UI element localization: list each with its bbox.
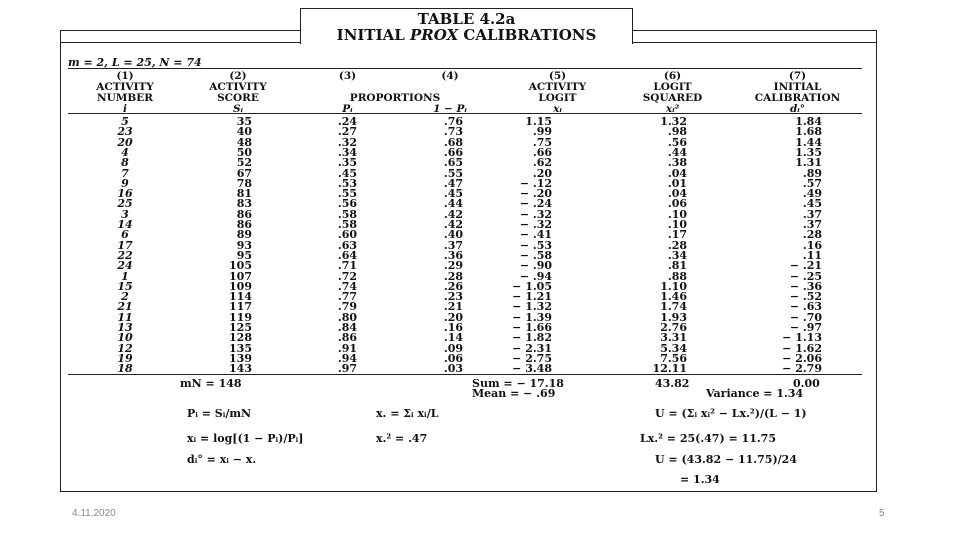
cell-col-5: − .24 <box>519 197 552 211</box>
rule-header <box>68 113 862 114</box>
cell-col-7: − .52 <box>789 290 822 304</box>
cell-col-3: .72 <box>337 269 357 283</box>
cell-col-6: 1.10 <box>660 279 687 293</box>
cell-col-6: 2.76 <box>660 321 687 334</box>
cell-col-6: 1.74 <box>660 300 687 314</box>
cell-col-5: .20 <box>532 166 552 180</box>
cell-col-7: 1.68 <box>795 125 822 139</box>
header-num: (2) <box>229 70 247 82</box>
cell-col-4: .36 <box>443 248 463 262</box>
cell-col-7: − .25 <box>789 269 822 283</box>
cell-col-3: .77 <box>337 290 357 304</box>
cell-col-6: .56 <box>667 135 687 149</box>
header-num: (7) <box>788 70 807 82</box>
cell-col-4: .40 <box>443 228 463 242</box>
formula-lx: Lx.² = 25(.47) = 11.75 <box>640 432 776 445</box>
cell-col-1: 11 <box>117 310 133 324</box>
cell-col-1: 1 <box>121 269 129 283</box>
cell-col-4: .09 <box>443 341 463 355</box>
cell-col-1: 18 <box>117 362 133 376</box>
header-l1: ACTIVITY <box>209 81 267 93</box>
cell-col-3: .58 <box>337 207 357 221</box>
cell-col-3: .64 <box>337 248 357 262</box>
cell-col-7: 1.84 <box>795 115 822 128</box>
sum-calibration: 0.00 <box>793 377 820 390</box>
cell-col-6: 3.31 <box>660 331 687 345</box>
cell-col-4: .45 <box>443 187 463 201</box>
cell-col-4: .55 <box>443 166 463 180</box>
cell-col-2: 117 <box>229 300 252 314</box>
cell-col-7: .16 <box>802 238 822 252</box>
slide-page-number: 5 <box>879 508 885 519</box>
header-l1: ACTIVITY <box>528 81 587 93</box>
cell-col-6: 1.93 <box>660 310 687 324</box>
cell-col-5: .62 <box>532 156 552 170</box>
title-line-2 <box>301 27 632 44</box>
header-l1: ACTIVITY <box>96 81 154 93</box>
header-sym: i <box>123 103 127 115</box>
cell-col-5: − 2.75 <box>512 351 552 365</box>
formula-p: Pᵢ = Sᵢ/mN <box>187 407 252 420</box>
cell-col-1: 5 <box>121 115 129 128</box>
cell-col-7: .57 <box>802 176 822 190</box>
cell-col-6: .44 <box>667 145 687 159</box>
cell-col-6: 5.34 <box>660 341 687 355</box>
rule-top <box>68 68 862 69</box>
cell-col-2: 93 <box>236 238 252 252</box>
cell-col-5: − 1.82 <box>512 331 552 345</box>
header-sym: xᵢ² <box>665 103 680 115</box>
sum-squared: 43.82 <box>655 377 690 390</box>
cell-col-6: 1.46 <box>660 290 687 304</box>
cell-col-3: .58 <box>337 218 357 231</box>
column-header-7 <box>735 71 860 115</box>
cell-col-4: .76 <box>443 115 463 128</box>
cell-col-5: − .58 <box>519 248 552 262</box>
cell-col-2: 114 <box>229 290 252 304</box>
cell-col-4: .21 <box>443 300 463 314</box>
cell-col-1: 25 <box>117 197 133 211</box>
header-num: (5) <box>548 70 567 82</box>
cell-col-4: .42 <box>443 207 463 221</box>
cell-col-3: .84 <box>337 321 357 334</box>
cell-col-1: 16 <box>117 187 133 201</box>
cell-col-5: − .12 <box>519 176 552 190</box>
cell-col-3: .32 <box>337 135 357 149</box>
cell-col-3: .91 <box>337 341 357 355</box>
cell-col-3: .60 <box>337 228 357 242</box>
header-l2: CALIBRATION <box>754 92 841 104</box>
cell-col-2: 109 <box>229 279 252 293</box>
cell-col-7: − .70 <box>789 310 822 324</box>
table-title <box>300 8 633 44</box>
cell-col-5: − 1.21 <box>512 290 552 304</box>
cell-col-4: .68 <box>443 135 463 149</box>
formula-u-calc: U = (43.82 − 11.75)/24 <box>655 453 797 466</box>
cell-col-1: 17 <box>117 238 133 252</box>
cell-col-1: 2 <box>121 290 129 304</box>
cell-col-2: 81 <box>236 187 252 201</box>
cell-col-5: − 1.39 <box>512 310 552 324</box>
cell-col-7: 1.44 <box>795 135 822 149</box>
header-l1: LOGIT <box>653 81 692 93</box>
cell-col-3: .71 <box>337 259 357 273</box>
header-sym: dᵢ° <box>789 103 806 115</box>
cell-col-2: 105 <box>229 259 252 273</box>
slide-date: 4.11.2020 <box>72 508 116 519</box>
rule-bottom <box>68 374 862 375</box>
cell-col-7: 1.31 <box>795 156 822 170</box>
cell-col-5: .75 <box>532 135 552 149</box>
cell-col-5: − 2.31 <box>512 341 552 355</box>
cell-col-7: − 2.79 <box>782 362 822 376</box>
cell-col-6: .04 <box>667 166 687 180</box>
cell-col-4: .37 <box>443 238 463 252</box>
column-header-2 <box>193 71 283 115</box>
cell-col-6: 1.32 <box>660 115 687 128</box>
cell-col-6: .04 <box>667 187 687 201</box>
header-l2: NUMBER <box>97 92 153 104</box>
cell-col-2: 95 <box>236 248 252 262</box>
cell-col-5: − .20 <box>519 187 552 201</box>
column-header-6 <box>625 71 720 115</box>
header-num: (4) <box>441 70 459 82</box>
cell-col-4: .28 <box>443 269 463 283</box>
cell-col-1: 12 <box>117 341 133 355</box>
cell-col-1: 22 <box>117 248 133 262</box>
cell-col-5: − .90 <box>519 259 552 273</box>
variance: Variance = 1.34 <box>706 387 804 400</box>
title-em: PROX <box>410 26 459 44</box>
cell-col-3: .74 <box>337 279 357 293</box>
cell-col-6: .38 <box>667 156 687 170</box>
cell-col-1: 15 <box>117 279 133 293</box>
cell-col-6: 12.11 <box>652 362 687 376</box>
cell-col-2: 40 <box>236 125 252 139</box>
cell-col-1: 24 <box>117 259 133 273</box>
cell-col-5: − .32 <box>519 218 552 231</box>
formula-xbar: x. = Σᵢ xᵢ/L <box>376 407 439 420</box>
header-l2: SCORE <box>217 92 259 104</box>
cell-col-2: 48 <box>236 135 252 149</box>
cell-col-4: .44 <box>443 197 463 211</box>
column-header-1 <box>80 71 170 115</box>
cell-col-6: .88 <box>667 269 687 283</box>
proportions-label: PROPORTIONS <box>349 92 441 104</box>
cell-col-1: 9 <box>121 176 129 190</box>
mean-logit: Mean = − .69 <box>472 387 556 400</box>
cell-col-4: .66 <box>443 145 463 159</box>
cell-col-5: − 1.66 <box>512 321 552 334</box>
cell-col-6: 7.56 <box>660 351 687 365</box>
cell-col-3: .94 <box>337 351 357 365</box>
parameters: m = 2, L = 25, N = 74 <box>68 56 202 69</box>
cell-col-4: .29 <box>443 259 463 273</box>
cell-col-6: .01 <box>667 176 687 190</box>
cell-col-6: .10 <box>667 218 687 231</box>
cell-col-7: .49 <box>802 187 822 201</box>
cell-col-2: 52 <box>236 156 252 170</box>
cell-col-4: .65 <box>443 156 463 170</box>
cell-col-7: .45 <box>802 197 822 211</box>
cell-col-4: .03 <box>443 362 463 376</box>
formula-d: dᵢ° = xᵢ − x. <box>187 453 257 466</box>
cell-col-6: .10 <box>667 207 687 221</box>
formula-x: xᵢ = log[(1 − Pᵢ)/Pᵢ] <box>187 432 304 445</box>
cell-col-3: .86 <box>337 331 357 345</box>
cell-col-7: .89 <box>802 166 822 180</box>
cell-col-6: .81 <box>667 259 687 273</box>
cell-col-2: 119 <box>229 310 252 324</box>
title-pre: INITIAL <box>336 26 411 44</box>
cell-col-1: 21 <box>117 300 133 314</box>
cell-col-2: 107 <box>229 269 252 283</box>
sum-logit: Sum = − 17.18 <box>472 377 564 390</box>
cell-col-3: .97 <box>337 362 357 376</box>
cell-col-5: − .53 <box>519 238 552 252</box>
cell-col-3: .56 <box>337 197 357 211</box>
header-l2: SQUARED <box>642 92 703 104</box>
cell-col-4: .14 <box>443 331 463 345</box>
cell-col-1: 13 <box>117 321 133 334</box>
cell-col-1: 23 <box>117 125 133 139</box>
cell-col-1: 19 <box>117 351 133 365</box>
cell-col-5: − .41 <box>519 228 552 242</box>
header-num: (6) <box>663 70 682 82</box>
cell-col-3: .34 <box>337 145 357 159</box>
cell-col-2: 67 <box>236 166 252 180</box>
cell-col-7: .37 <box>802 207 822 221</box>
header-sym: Sᵢ <box>232 103 244 115</box>
cell-col-4: .20 <box>443 310 463 324</box>
cell-col-7: .28 <box>802 228 822 242</box>
cell-col-3: .79 <box>337 300 357 314</box>
cell-col-4: .06 <box>443 351 463 365</box>
mn-total: mN = 148 <box>180 377 242 390</box>
formula-u-result: = 1.34 <box>680 473 720 486</box>
column-header-5 <box>510 71 605 115</box>
cell-col-1: 20 <box>117 135 133 149</box>
cell-col-2: 83 <box>236 197 252 211</box>
header-l2: LOGIT <box>538 92 577 104</box>
header-num: (1) <box>116 70 134 82</box>
cell-col-4: .26 <box>443 279 463 293</box>
title-line-1: TABLE 4.2a <box>417 10 516 28</box>
cell-col-2: 35 <box>236 115 252 128</box>
formula-u: U = (Σᵢ xᵢ² − Lx.²)/(L − 1) <box>655 407 807 420</box>
cell-col-5: − 1.32 <box>512 300 552 314</box>
cell-col-1: 14 <box>117 218 133 231</box>
cell-col-4: .73 <box>443 125 463 139</box>
cell-col-5: .66 <box>532 145 552 159</box>
cell-col-1: 4 <box>121 145 129 159</box>
cell-col-2: 89 <box>236 228 252 242</box>
cell-col-6: .17 <box>667 228 687 242</box>
header-num: (3) <box>338 70 357 82</box>
cell-col-5: − 1.05 <box>512 279 552 293</box>
cell-col-3: .24 <box>337 115 357 128</box>
cell-col-5: 1.15 <box>525 115 552 128</box>
cell-col-3: .55 <box>337 187 357 201</box>
formula-xbar-sq: x.² = .47 <box>376 432 428 445</box>
cell-col-2: 125 <box>229 321 252 334</box>
cell-col-1: 8 <box>121 156 129 170</box>
header-sym: Pᵢ <box>342 103 353 115</box>
cell-col-1: 7 <box>121 166 129 180</box>
cell-col-7: − .36 <box>789 279 822 293</box>
cell-col-6: .28 <box>667 238 687 252</box>
cell-col-1: 3 <box>121 207 129 221</box>
cell-col-3: .53 <box>337 176 357 190</box>
cell-col-4: .23 <box>443 290 463 304</box>
cell-col-5: .99 <box>532 125 552 139</box>
cell-col-7: 1.35 <box>795 145 822 159</box>
cell-col-6: .34 <box>667 248 687 262</box>
header-sym: 1 − Pᵢ <box>433 103 467 115</box>
cell-col-7: − 1.62 <box>782 341 822 355</box>
cell-col-5: − 3.48 <box>512 362 552 376</box>
cell-col-3: .80 <box>337 310 357 324</box>
cell-col-7: − 1.13 <box>782 331 822 345</box>
cell-col-5: − .32 <box>519 207 552 221</box>
cell-col-1: 6 <box>121 228 129 242</box>
cell-col-5: − .94 <box>519 269 552 283</box>
title-post: CALIBRATIONS <box>458 26 597 44</box>
cell-col-4: .42 <box>443 218 463 231</box>
cell-col-6: .06 <box>667 197 687 211</box>
cell-col-7: .37 <box>802 218 822 231</box>
cell-col-3: .27 <box>337 125 357 139</box>
header-l1: INITIAL <box>773 81 822 93</box>
cell-col-7: − .97 <box>789 321 822 334</box>
cell-col-2: 143 <box>229 362 252 376</box>
cell-col-7: − .63 <box>789 300 822 314</box>
cell-col-3: .63 <box>337 238 357 252</box>
cell-col-7: − .21 <box>789 259 822 273</box>
cell-col-7: .11 <box>802 248 822 262</box>
cell-col-1: 10 <box>117 331 133 345</box>
cell-col-2: 50 <box>236 145 252 159</box>
cell-col-6: .98 <box>667 125 687 139</box>
header-sym: xᵢ <box>553 103 562 115</box>
cell-col-4: .16 <box>443 321 463 334</box>
cell-col-3: .45 <box>337 166 357 180</box>
cell-col-2: 139 <box>229 351 252 365</box>
cell-col-2: 135 <box>229 341 252 355</box>
cell-col-2: 86 <box>236 218 252 231</box>
cell-col-2: 86 <box>236 207 252 221</box>
cell-col-4: .47 <box>443 176 463 190</box>
cell-col-2: 128 <box>229 331 252 345</box>
cell-col-2: 78 <box>236 176 252 190</box>
cell-col-7: − 2.06 <box>782 351 822 365</box>
cell-col-3: .35 <box>337 156 357 170</box>
